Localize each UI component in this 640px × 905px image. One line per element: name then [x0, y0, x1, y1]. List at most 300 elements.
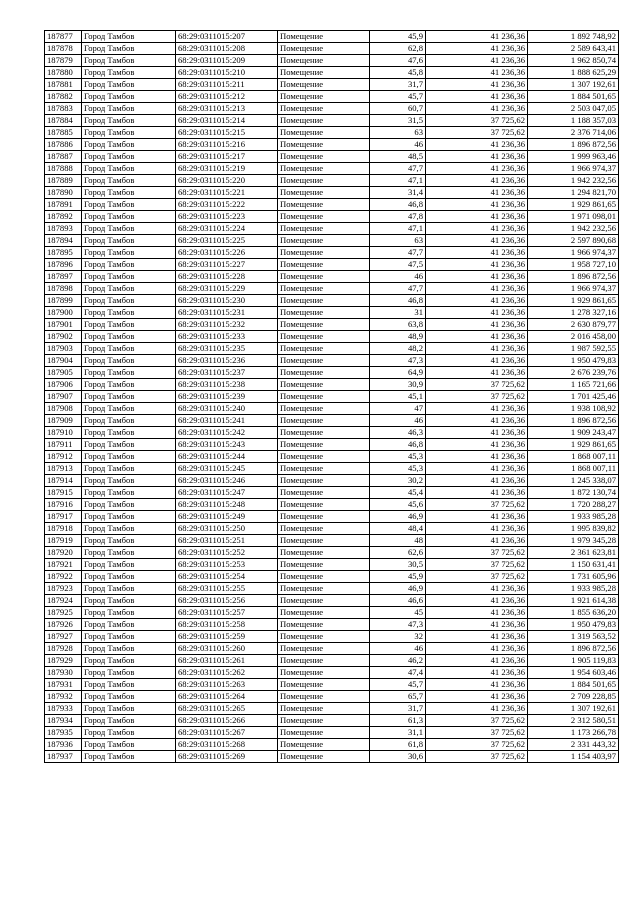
area-cell: 47,5	[370, 259, 426, 271]
cadastral-number-cell: 68:29:0311015:253	[176, 559, 278, 571]
row-number-cell: 187890	[45, 187, 82, 199]
cadastral-value-cell: 1 150 631,41	[528, 559, 619, 571]
cadastral-value-cell: 1 950 479,83	[528, 355, 619, 367]
city-cell: Город Тамбов	[82, 751, 176, 763]
specific-value-cell: 41 236,36	[426, 139, 528, 151]
object-type-cell: Помещение	[278, 439, 370, 451]
object-type-cell: Помещение	[278, 487, 370, 499]
object-type-cell: Помещение	[278, 655, 370, 667]
area-cell: 60,7	[370, 103, 426, 115]
city-cell: Город Тамбов	[82, 211, 176, 223]
object-type-cell: Помещение	[278, 55, 370, 67]
table-row	[45, 91, 619, 103]
cadastral-number-cell: 68:29:0311015:212	[176, 91, 278, 103]
table-row	[45, 199, 619, 211]
city-cell: Город Тамбов	[82, 583, 176, 595]
object-type-cell: Помещение	[278, 583, 370, 595]
cadastral-value-cell: 1 929 861,65	[528, 199, 619, 211]
object-type-cell: Помещение	[278, 199, 370, 211]
specific-value-cell: 37 725,62	[426, 499, 528, 511]
cadastral-number-cell: 68:29:0311015:233	[176, 331, 278, 343]
cadastral-number-cell: 68:29:0311015:256	[176, 595, 278, 607]
area-cell: 45,8	[370, 67, 426, 79]
specific-value-cell: 41 236,36	[426, 463, 528, 475]
area-cell: 46,8	[370, 199, 426, 211]
city-cell: Город Тамбов	[82, 535, 176, 547]
specific-value-cell: 41 236,36	[426, 511, 528, 523]
area-cell: 31,7	[370, 79, 426, 91]
row-number-cell: 187880	[45, 67, 82, 79]
city-cell: Город Тамбов	[82, 451, 176, 463]
object-type-cell: Помещение	[278, 379, 370, 391]
cadastral-value-cell: 1 905 119,83	[528, 655, 619, 667]
row-number-cell: 187893	[45, 223, 82, 235]
cadastral-value-cell: 1 942 232,56	[528, 175, 619, 187]
table-row	[45, 439, 619, 451]
row-number-cell: 187922	[45, 571, 82, 583]
cadastral-value-cell: 1 278 327,16	[528, 307, 619, 319]
cadastral-number-cell: 68:29:0311015:258	[176, 619, 278, 631]
object-type-cell: Помещение	[278, 127, 370, 139]
city-cell: Город Тамбов	[82, 439, 176, 451]
specific-value-cell: 41 236,36	[426, 619, 528, 631]
row-number-cell: 187899	[45, 295, 82, 307]
area-cell: 47,1	[370, 175, 426, 187]
table-row	[45, 67, 619, 79]
specific-value-cell: 37 725,62	[426, 559, 528, 571]
row-number-cell: 187902	[45, 331, 82, 343]
area-cell: 48	[370, 535, 426, 547]
area-cell: 48,2	[370, 343, 426, 355]
cadastral-number-cell: 68:29:0311015:230	[176, 295, 278, 307]
cadastral-number-cell: 68:29:0311015:237	[176, 367, 278, 379]
cadastral-number-cell: 68:29:0311015:231	[176, 307, 278, 319]
area-cell: 31	[370, 307, 426, 319]
area-cell: 62,6	[370, 547, 426, 559]
cadastral-value-cell: 1 892 748,92	[528, 31, 619, 43]
table-row	[45, 235, 619, 247]
object-type-cell: Помещение	[278, 247, 370, 259]
object-type-cell: Помещение	[278, 139, 370, 151]
object-type-cell: Помещение	[278, 163, 370, 175]
cadastral-number-cell: 68:29:0311015:208	[176, 43, 278, 55]
cadastral-value-cell: 1 971 098,01	[528, 211, 619, 223]
specific-value-cell: 41 236,36	[426, 427, 528, 439]
object-type-cell: Помещение	[278, 151, 370, 163]
cadastral-number-cell: 68:29:0311015:264	[176, 691, 278, 703]
cadastral-value-cell: 1 188 357,03	[528, 115, 619, 127]
area-cell: 46	[370, 139, 426, 151]
city-cell: Город Тамбов	[82, 355, 176, 367]
area-cell: 46	[370, 643, 426, 655]
cadastral-number-cell: 68:29:0311015:232	[176, 319, 278, 331]
area-cell: 45,7	[370, 91, 426, 103]
specific-value-cell: 41 236,36	[426, 451, 528, 463]
object-type-cell: Помещение	[278, 451, 370, 463]
area-cell: 46,8	[370, 439, 426, 451]
cadastral-value-cell: 1 245 338,07	[528, 475, 619, 487]
area-cell: 32	[370, 631, 426, 643]
specific-value-cell: 41 236,36	[426, 187, 528, 199]
area-cell: 31,4	[370, 187, 426, 199]
row-number-cell: 187931	[45, 679, 82, 691]
object-type-cell: Помещение	[278, 631, 370, 643]
area-cell: 45,4	[370, 487, 426, 499]
city-cell: Город Тамбов	[82, 703, 176, 715]
cadastral-value-cell: 2 597 890,68	[528, 235, 619, 247]
table-row	[45, 271, 619, 283]
cadastral-value-cell: 1 720 288,27	[528, 499, 619, 511]
specific-value-cell: 41 236,36	[426, 67, 528, 79]
cadastral-number-cell: 68:29:0311015:261	[176, 655, 278, 667]
object-type-cell: Помещение	[278, 91, 370, 103]
area-cell: 48,4	[370, 523, 426, 535]
specific-value-cell: 41 236,36	[426, 235, 528, 247]
object-type-cell: Помещение	[278, 235, 370, 247]
object-type-cell: Помещение	[278, 523, 370, 535]
cadastral-value-cell: 1 868 007,11	[528, 463, 619, 475]
table-row	[45, 451, 619, 463]
row-number-cell: 187882	[45, 91, 82, 103]
row-number-cell: 187911	[45, 439, 82, 451]
row-number-cell: 187892	[45, 211, 82, 223]
specific-value-cell: 41 236,36	[426, 283, 528, 295]
area-cell: 47,7	[370, 163, 426, 175]
area-cell: 46,8	[370, 295, 426, 307]
area-cell: 46	[370, 271, 426, 283]
row-number-cell: 187889	[45, 175, 82, 187]
specific-value-cell: 41 236,36	[426, 535, 528, 547]
area-cell: 45,1	[370, 391, 426, 403]
cadastral-number-cell: 68:29:0311015:240	[176, 403, 278, 415]
specific-value-cell: 41 236,36	[426, 403, 528, 415]
area-cell: 48,9	[370, 331, 426, 343]
table-row	[45, 487, 619, 499]
cadastral-number-cell: 68:29:0311015:266	[176, 715, 278, 727]
row-number-cell: 187888	[45, 163, 82, 175]
specific-value-cell: 41 236,36	[426, 691, 528, 703]
row-number-cell: 187884	[45, 115, 82, 127]
row-number-cell: 187933	[45, 703, 82, 715]
table-row	[45, 391, 619, 403]
object-type-cell: Помещение	[278, 595, 370, 607]
area-cell: 46	[370, 415, 426, 427]
row-number-cell: 187934	[45, 715, 82, 727]
city-cell: Город Тамбов	[82, 331, 176, 343]
specific-value-cell: 41 236,36	[426, 295, 528, 307]
city-cell: Город Тамбов	[82, 283, 176, 295]
cadastral-value-cell: 1 896 872,56	[528, 643, 619, 655]
table-row	[45, 187, 619, 199]
cadastral-number-cell: 68:29:0311015:236	[176, 355, 278, 367]
specific-value-cell: 37 725,62	[426, 571, 528, 583]
city-cell: Город Тамбов	[82, 643, 176, 655]
row-number-cell: 187891	[45, 199, 82, 211]
row-number-cell: 187886	[45, 139, 82, 151]
city-cell: Город Тамбов	[82, 727, 176, 739]
specific-value-cell: 41 236,36	[426, 211, 528, 223]
cadastral-number-cell: 68:29:0311015:244	[176, 451, 278, 463]
row-number-cell: 187900	[45, 307, 82, 319]
cadastral-value-cell: 1 884 501,65	[528, 679, 619, 691]
cadastral-number-cell: 68:29:0311015:223	[176, 211, 278, 223]
row-number-cell: 187895	[45, 247, 82, 259]
cadastral-value-cell: 1 307 192,61	[528, 703, 619, 715]
table-row	[45, 655, 619, 667]
cadastral-value-cell: 1 958 727,10	[528, 259, 619, 271]
object-type-cell: Помещение	[278, 403, 370, 415]
table-row	[45, 31, 619, 43]
cadastral-number-cell: 68:29:0311015:224	[176, 223, 278, 235]
area-cell: 46,9	[370, 511, 426, 523]
row-number-cell: 187905	[45, 367, 82, 379]
city-cell: Город Тамбов	[82, 367, 176, 379]
cadastral-number-cell: 68:29:0311015:210	[176, 67, 278, 79]
area-cell: 46,3	[370, 427, 426, 439]
specific-value-cell: 41 236,36	[426, 583, 528, 595]
table-row	[45, 619, 619, 631]
cadastral-number-cell: 68:29:0311015:214	[176, 115, 278, 127]
area-cell: 48,5	[370, 151, 426, 163]
object-type-cell: Помещение	[278, 727, 370, 739]
row-number-cell: 187887	[45, 151, 82, 163]
city-cell: Город Тамбов	[82, 607, 176, 619]
specific-value-cell: 41 236,36	[426, 607, 528, 619]
city-cell: Город Тамбов	[82, 115, 176, 127]
cadastral-value-cell: 2 376 714,06	[528, 127, 619, 139]
row-number-cell: 187912	[45, 451, 82, 463]
city-cell: Город Тамбов	[82, 187, 176, 199]
table-row	[45, 751, 619, 763]
city-cell: Город Тамбов	[82, 667, 176, 679]
row-number-cell: 187918	[45, 523, 82, 535]
table-row	[45, 475, 619, 487]
cadastral-value-cell: 1 966 974,37	[528, 163, 619, 175]
city-cell: Город Тамбов	[82, 739, 176, 751]
table-row	[45, 283, 619, 295]
specific-value-cell: 37 725,62	[426, 391, 528, 403]
object-type-cell: Помещение	[278, 571, 370, 583]
row-number-cell: 187894	[45, 235, 82, 247]
cadastral-value-cell: 1 999 963,46	[528, 151, 619, 163]
object-type-cell: Помещение	[278, 223, 370, 235]
table-row	[45, 331, 619, 343]
cadastral-value-cell: 1 979 345,28	[528, 535, 619, 547]
cadastral-number-cell: 68:29:0311015:211	[176, 79, 278, 91]
area-cell: 45,3	[370, 451, 426, 463]
table-row	[45, 535, 619, 547]
object-type-cell: Помещение	[278, 643, 370, 655]
cadastral-number-cell: 68:29:0311015:248	[176, 499, 278, 511]
specific-value-cell: 37 725,62	[426, 739, 528, 751]
cadastral-value-cell: 2 016 458,00	[528, 331, 619, 343]
city-cell: Город Тамбов	[82, 547, 176, 559]
specific-value-cell: 41 236,36	[426, 631, 528, 643]
table-row	[45, 43, 619, 55]
object-type-cell: Помещение	[278, 187, 370, 199]
area-cell: 46,2	[370, 655, 426, 667]
object-type-cell: Помещение	[278, 751, 370, 763]
cadastral-value-cell: 1 896 872,56	[528, 271, 619, 283]
area-cell: 31,5	[370, 115, 426, 127]
row-number-cell: 187926	[45, 619, 82, 631]
table-row	[45, 355, 619, 367]
table-row	[45, 715, 619, 727]
city-cell: Город Тамбов	[82, 523, 176, 535]
specific-value-cell: 41 236,36	[426, 247, 528, 259]
area-cell: 45,3	[370, 463, 426, 475]
city-cell: Город Тамбов	[82, 319, 176, 331]
cadastral-number-cell: 68:29:0311015:222	[176, 199, 278, 211]
row-number-cell: 187919	[45, 535, 82, 547]
city-cell: Город Тамбов	[82, 463, 176, 475]
cadastral-value-cell: 1 872 130,74	[528, 487, 619, 499]
row-number-cell: 187909	[45, 415, 82, 427]
row-number-cell: 187908	[45, 403, 82, 415]
area-cell: 61,8	[370, 739, 426, 751]
cadastral-value-cell: 2 361 623,81	[528, 547, 619, 559]
specific-value-cell: 41 236,36	[426, 91, 528, 103]
object-type-cell: Помещение	[278, 367, 370, 379]
city-cell: Город Тамбов	[82, 559, 176, 571]
area-cell: 31,7	[370, 703, 426, 715]
row-number-cell: 187901	[45, 319, 82, 331]
cadastral-number-cell: 68:29:0311015:238	[176, 379, 278, 391]
table-row	[45, 223, 619, 235]
table-row	[45, 523, 619, 535]
cadastral-number-cell: 68:29:0311015:259	[176, 631, 278, 643]
specific-value-cell: 41 236,36	[426, 31, 528, 43]
city-cell: Город Тамбов	[82, 691, 176, 703]
cadastral-value-cell: 1 319 563,52	[528, 631, 619, 643]
object-type-cell: Помещение	[278, 103, 370, 115]
table-row	[45, 415, 619, 427]
area-cell: 45	[370, 607, 426, 619]
specific-value-cell: 41 236,36	[426, 103, 528, 115]
cadastral-number-cell: 68:29:0311015:254	[176, 571, 278, 583]
table-row	[45, 115, 619, 127]
cadastral-value-cell: 1 962 850,74	[528, 55, 619, 67]
object-type-cell: Помещение	[278, 43, 370, 55]
area-cell: 45,7	[370, 679, 426, 691]
cadastral-number-cell: 68:29:0311015:250	[176, 523, 278, 535]
cadastral-value-cell: 1 154 403,97	[528, 751, 619, 763]
cadastral-value-cell: 1 954 603,46	[528, 667, 619, 679]
city-cell: Город Тамбов	[82, 403, 176, 415]
object-type-cell: Помещение	[278, 271, 370, 283]
object-type-cell: Помещение	[278, 415, 370, 427]
area-cell: 30,6	[370, 751, 426, 763]
cadastral-value-cell: 1 942 232,56	[528, 223, 619, 235]
object-type-cell: Помещение	[278, 355, 370, 367]
table-row	[45, 211, 619, 223]
city-cell: Город Тамбов	[82, 235, 176, 247]
city-cell: Город Тамбов	[82, 655, 176, 667]
table-row	[45, 571, 619, 583]
cadastral-number-cell: 68:29:0311015:229	[176, 283, 278, 295]
cadastral-number-cell: 68:29:0311015:249	[176, 511, 278, 523]
cadastral-number-cell: 68:29:0311015:213	[176, 103, 278, 115]
area-cell: 30,9	[370, 379, 426, 391]
table-row	[45, 727, 619, 739]
area-cell: 47,1	[370, 223, 426, 235]
table-row	[45, 343, 619, 355]
table-row	[45, 307, 619, 319]
object-type-cell: Помещение	[278, 703, 370, 715]
cadastral-value-cell: 1 929 861,65	[528, 295, 619, 307]
row-number-cell: 187924	[45, 595, 82, 607]
cadastral-value-cell: 1 987 592,55	[528, 343, 619, 355]
row-number-cell: 187898	[45, 283, 82, 295]
cadastral-number-cell: 68:29:0311015:257	[176, 607, 278, 619]
city-cell: Город Тамбов	[82, 295, 176, 307]
cadastral-value-cell: 1 307 192,61	[528, 79, 619, 91]
cadastral-number-cell: 68:29:0311015:228	[176, 271, 278, 283]
specific-value-cell: 41 236,36	[426, 439, 528, 451]
object-type-cell: Помещение	[278, 331, 370, 343]
object-type-cell: Помещение	[278, 559, 370, 571]
row-number-cell: 187878	[45, 43, 82, 55]
table-row	[45, 379, 619, 391]
area-cell: 47,3	[370, 619, 426, 631]
city-cell: Город Тамбов	[82, 247, 176, 259]
object-type-cell: Помещение	[278, 463, 370, 475]
object-type-cell: Помещение	[278, 31, 370, 43]
object-type-cell: Помещение	[278, 667, 370, 679]
row-number-cell: 187904	[45, 355, 82, 367]
cadastral-number-cell: 68:29:0311015:251	[176, 535, 278, 547]
specific-value-cell: 37 725,62	[426, 379, 528, 391]
object-type-cell: Помещение	[278, 391, 370, 403]
row-number-cell: 187932	[45, 691, 82, 703]
row-number-cell: 187881	[45, 79, 82, 91]
city-cell: Город Тамбов	[82, 223, 176, 235]
object-type-cell: Помещение	[278, 547, 370, 559]
object-type-cell: Помещение	[278, 607, 370, 619]
specific-value-cell: 41 236,36	[426, 223, 528, 235]
cadastral-number-cell: 68:29:0311015:207	[176, 31, 278, 43]
city-cell: Город Тамбов	[82, 175, 176, 187]
cadastral-value-cell: 1 896 872,56	[528, 139, 619, 151]
city-cell: Город Тамбов	[82, 475, 176, 487]
area-cell: 45,9	[370, 571, 426, 583]
specific-value-cell: 41 236,36	[426, 703, 528, 715]
table-row	[45, 583, 619, 595]
table-row	[45, 79, 619, 91]
area-cell: 47	[370, 403, 426, 415]
area-cell: 30,5	[370, 559, 426, 571]
cadastral-number-cell: 68:29:0311015:235	[176, 343, 278, 355]
row-number-cell: 187907	[45, 391, 82, 403]
city-cell: Город Тамбов	[82, 427, 176, 439]
cadastral-value-cell: 2 630 879,77	[528, 319, 619, 331]
row-number-cell: 187930	[45, 667, 82, 679]
row-number-cell: 187910	[45, 427, 82, 439]
specific-value-cell: 41 236,36	[426, 163, 528, 175]
object-type-cell: Помещение	[278, 319, 370, 331]
table-row	[45, 559, 619, 571]
row-number-cell: 187927	[45, 631, 82, 643]
object-type-cell: Помещение	[278, 295, 370, 307]
area-cell: 47,3	[370, 355, 426, 367]
table-row	[45, 367, 619, 379]
specific-value-cell: 41 236,36	[426, 307, 528, 319]
object-type-cell: Помещение	[278, 67, 370, 79]
city-cell: Город Тамбов	[82, 199, 176, 211]
cadastral-number-cell: 68:29:0311015:247	[176, 487, 278, 499]
object-type-cell: Помещение	[278, 739, 370, 751]
cadastral-value-cell: 1 294 821,70	[528, 187, 619, 199]
